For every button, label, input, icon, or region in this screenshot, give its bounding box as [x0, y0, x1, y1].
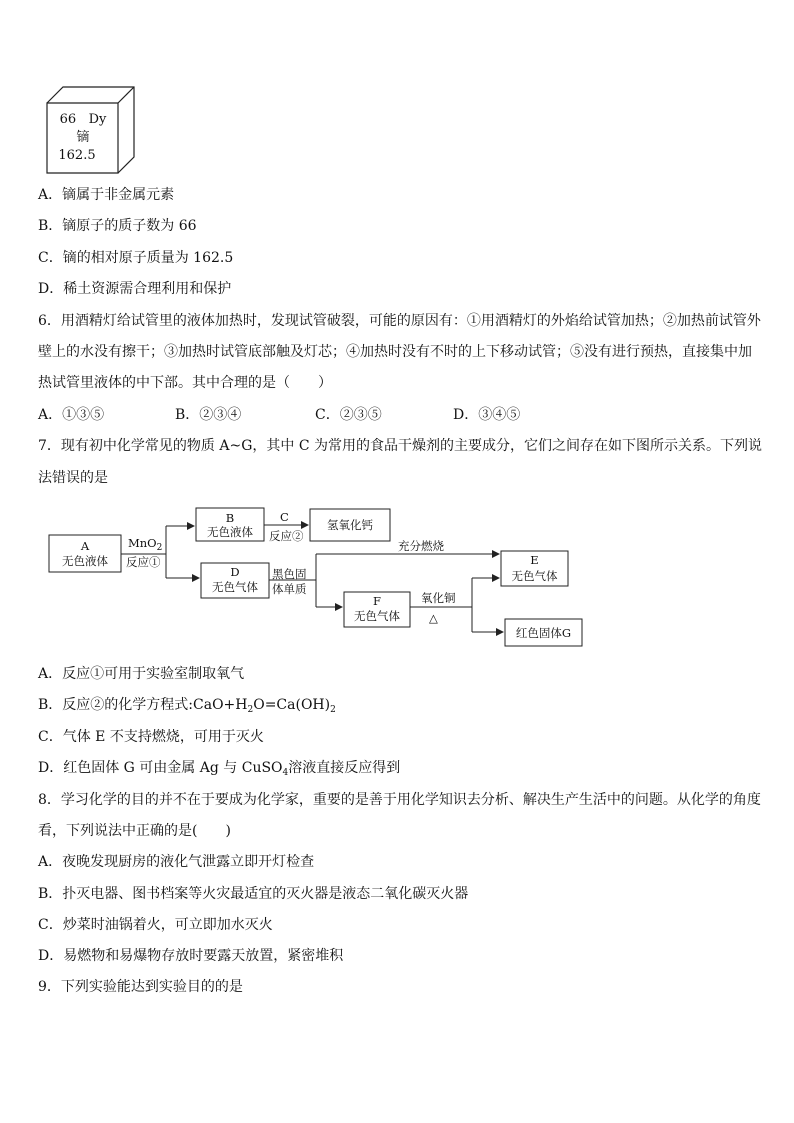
q7-option-b: B．反应②的化学方程式$:CaO+H_2O=Ca(OH)_2$ [38, 697, 336, 715]
q9-stem-line1: 9．下列实验能达到实验目的的是 [38, 979, 243, 995]
black-solid-label-1: 黑色固 [272, 567, 307, 581]
q8-option-a: A．夜晚发现厨房的液化气泄露立即开灯检查 [38, 854, 315, 870]
box-d-desc: 无色气体 [212, 580, 258, 594]
box-g: 红色固体G [515, 626, 572, 640]
q7-option-a: A．反应①可用于实验室制取氧气 [38, 666, 245, 682]
box-d-letter: D [230, 565, 240, 579]
box-f-letter: F [373, 594, 381, 608]
box-e-desc: 无色气体 [511, 569, 558, 583]
q7-option-c: C．气体 E 不支持燃烧，可用于灭火 [38, 729, 264, 745]
black-solid-label-2: 体单质 [272, 582, 307, 596]
box-f-desc: 无色气体 [354, 609, 400, 623]
q8-stem-line2: 看，下列说法中正确的是( ) [38, 823, 231, 839]
q5-option-a: A．镝属于非金属元素 [38, 187, 175, 203]
box-a-letter: A [80, 539, 90, 553]
reaction-1-label: 反应① [126, 555, 161, 569]
q5-option-b: B．镝原子的质子数为 66 [38, 218, 197, 234]
q6-option-b: B．②③④ [175, 407, 242, 423]
q7-stem-line1: 7．现有初中化学常见的物质 A~G，其中 C 为常用的食品干燥剂的主要成分，它们之间存在如下图所示关系。下列说 [38, 438, 762, 454]
q6-option-d: D．③④⑤ [453, 407, 521, 423]
mno2-label: MnO$_2$ [128, 536, 163, 553]
reaction-diagram [46, 504, 606, 648]
copper-oxide-label: 氧化铜 [421, 591, 456, 605]
c-label: C [280, 510, 289, 524]
element-name: 镝 [76, 130, 90, 145]
q6-option-c: C．②③⑤ [315, 407, 382, 423]
element-mass: 162.5 [58, 148, 96, 163]
heat-symbol: △ [429, 611, 438, 625]
reaction-2-label: 反应② [269, 529, 304, 543]
q5-option-c: C．镝的相对原子质量为 162.5 [38, 250, 234, 266]
q8-option-b: B．扑灭电器、图书档案等火灾最适宜的灭火器是液态二氧化碳灭火器 [38, 886, 469, 902]
q6-option-a: A．①③⑤ [38, 407, 105, 423]
q6-stem-line2: 壁上的水没有擦干；③加热时试管底部触及灯芯；④加热时没有不时的上下移动试管；⑤没有进行预热，直接集中加 [38, 344, 752, 360]
q6-stem-line3: 热试管里液体的中下部。其中合理的是（ ） [38, 375, 332, 391]
q5-option-d: D．稀土资源需合理利用和保护 [38, 281, 232, 297]
calcium-hydroxide-box: 氢氧化钙 [327, 518, 373, 532]
box-a-desc: 无色液体 [62, 554, 108, 568]
q7-option-d: D．红色固体 G 可由金属 Ag 与 CuSO$_4$溶液直接反应得到 [38, 760, 401, 778]
box-b-desc: 无色液体 [207, 525, 253, 539]
q8-option-d: D．易燃物和易爆物存放时要露天放置，紧密堆积 [38, 948, 344, 964]
element-card [46, 86, 138, 174]
full-burn-label: 充分燃烧 [398, 539, 444, 553]
q6-stem-line1: 6．用酒精灯给试管里的液体加热时，发现试管破裂，可能的原因有：①用酒精灯的外焰给试管加热；②加热前试管外 [38, 313, 761, 329]
box-b-letter: B [225, 511, 235, 525]
element-number-symbol: 66 Dy [59, 112, 107, 127]
q8-option-c: C．炒菜时油锅着火，可立即加水灭火 [38, 917, 273, 933]
q8-stem-line1: 8．学习化学的目的并不在于要成为化学家，重要的是善于用化学知识去分析、解决生产生活中的问题。从化学的角度 [38, 792, 761, 808]
q7-stem-line2: 法错误的是 [38, 470, 108, 486]
box-e-letter: E [530, 553, 539, 567]
